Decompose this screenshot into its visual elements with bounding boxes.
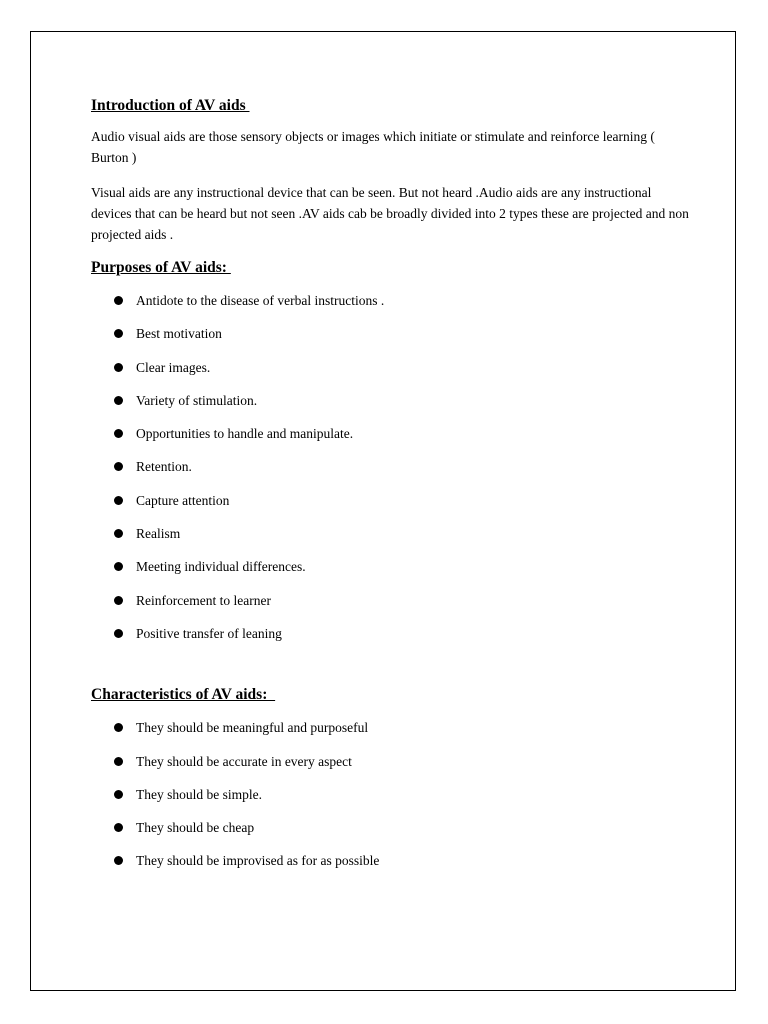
bullet-icon xyxy=(114,723,123,732)
document-content xyxy=(91,96,691,886)
list-item xyxy=(91,852,691,885)
intro-paragraph-definition: Audio visual aids are those sensory objects or images which initiate or stimulate and reinforce learning ( Burton ) xyxy=(91,129,655,165)
bullet-icon xyxy=(114,596,123,605)
list-item-text: They should be meaningful and purposeful xyxy=(136,720,369,736)
characteristics-heading: Characteristics of AV aids: xyxy=(91,686,276,704)
bullet-icon xyxy=(114,629,123,638)
list-item xyxy=(91,786,691,819)
list-item xyxy=(91,558,691,591)
list-item-text: Reinforcement to learner xyxy=(136,592,271,608)
list-item-text: Realism xyxy=(136,526,181,542)
list-item xyxy=(91,359,691,392)
characteristics-list xyxy=(91,719,691,885)
list-item xyxy=(91,325,691,358)
bullet-icon xyxy=(114,429,123,438)
list-item-text: They should be improvised as for as possible xyxy=(136,853,380,869)
list-item xyxy=(91,292,691,325)
bullet-icon xyxy=(114,496,123,505)
bullet-icon xyxy=(114,462,123,471)
list-item-text: Meeting individual differences. xyxy=(136,559,306,575)
bullet-icon xyxy=(114,396,123,405)
list-item-text: Best motivation xyxy=(136,326,222,342)
list-item-text: They should be simple. xyxy=(136,786,262,802)
bullet-icon xyxy=(114,296,123,305)
list-item xyxy=(91,592,691,625)
list-item xyxy=(91,625,691,658)
bullet-icon xyxy=(114,529,123,538)
list-item-text: Positive transfer of leaning xyxy=(136,625,282,641)
document-page xyxy=(30,31,736,991)
list-item-text: Opportunities to handle and manipulate. xyxy=(136,426,354,442)
bullet-icon xyxy=(114,757,123,766)
list-item-text: Variety of stimulation. xyxy=(136,392,258,408)
bullet-icon xyxy=(114,790,123,799)
list-item-text: Antidote to the disease of verbal instructions . xyxy=(136,293,385,308)
list-item-text: Retention. xyxy=(136,459,192,475)
list-item-text: Capture attention xyxy=(136,492,230,508)
list-item-text: They should be accurate in every aspect xyxy=(136,753,352,769)
bullet-icon xyxy=(114,562,123,571)
list-item xyxy=(91,392,691,425)
list-item xyxy=(91,492,691,525)
purposes-list xyxy=(91,292,691,658)
intro-heading: Introduction of AV aids xyxy=(91,97,250,114)
bullet-icon xyxy=(114,329,123,338)
list-item-text: Clear images. xyxy=(136,359,211,375)
bullet-icon xyxy=(114,856,123,865)
list-item xyxy=(91,525,691,558)
list-item-text: They should be cheap xyxy=(136,820,255,836)
purposes-heading: Purposes of AV aids: xyxy=(91,259,231,276)
list-item xyxy=(91,719,691,752)
list-item xyxy=(91,753,691,786)
bullet-icon xyxy=(114,823,123,832)
list-item xyxy=(91,425,691,458)
list-item xyxy=(91,819,691,852)
intro-paragraph-types: Visual aids are any instructional device that can be seen. But not heard .Audio aids are any instructional devices that can be heard but not seen .AV aids cab be broadly divided into 2 types these are projected and non projected aids . xyxy=(91,184,689,242)
bullet-icon xyxy=(114,363,123,372)
list-item xyxy=(91,458,691,491)
